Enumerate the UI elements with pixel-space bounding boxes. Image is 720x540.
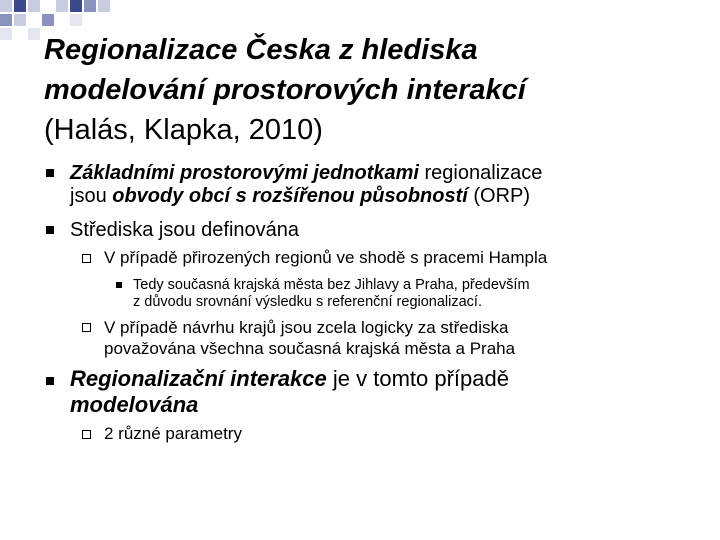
hollow-bullet [82,430,91,439]
bullet-3-bold-a: Regionalizační interakce [70,366,327,391]
bullet-square [46,169,54,177]
bullet-2-text: Střediska jsou definována [70,219,300,241]
bullet-1-text-c: (ORP) [467,185,531,207]
bullet-2-sub-2-line-1: V případě návrhu krajů jsou zcela logicky za střediska [104,318,509,337]
bullet-1-text [70,162,710,208]
bullet-3-sub-1-text: 2 různé parametry [104,424,242,443]
bullet-1-text-b: jsou [70,185,113,207]
title-line-1: Regionalizace Česka z hlediska [44,34,478,66]
bullet-square [46,226,54,234]
title-line-3: (Halás, Klapka, 2010) [44,114,323,146]
bullet-2-sub-2-text [104,317,704,359]
bullet-2-sub-1-text: V případě přirozených regionů ve shodě s pracemi Hampla [104,248,548,267]
bullet-2-sub-1-sub-line-2: z důvodu srovnání výsledku s referenční regionalizací. [133,294,482,310]
bullet-3-text [70,366,710,418]
bullet-3-italic-b: modelována [70,392,199,417]
hollow-bullet [82,323,91,332]
hollow-bullet [82,254,91,263]
bullet-2-sub-2-line-2: považována všechna současná krajská města a Praha [104,339,516,358]
bullet-2-sub-1-sub-text [133,277,703,311]
title-line-2: modelování prostorových interakcí [44,74,526,106]
bullet-1-bold-a: Základními prostorovými jednotkami [70,162,419,184]
bullet-small-square [116,282,122,288]
bullet-3-text-a: je v tomto případě [326,366,509,391]
bullet-1-text-a: regionalizace [418,162,543,184]
bullet-square [46,377,54,385]
bullet-1-bold-b: obvody obcí s rozšířenou působností [112,185,468,207]
bullet-2-sub-1-sub-line-1: Tedy současná krajská města bez Jihlavy a Praha, především [133,277,530,293]
